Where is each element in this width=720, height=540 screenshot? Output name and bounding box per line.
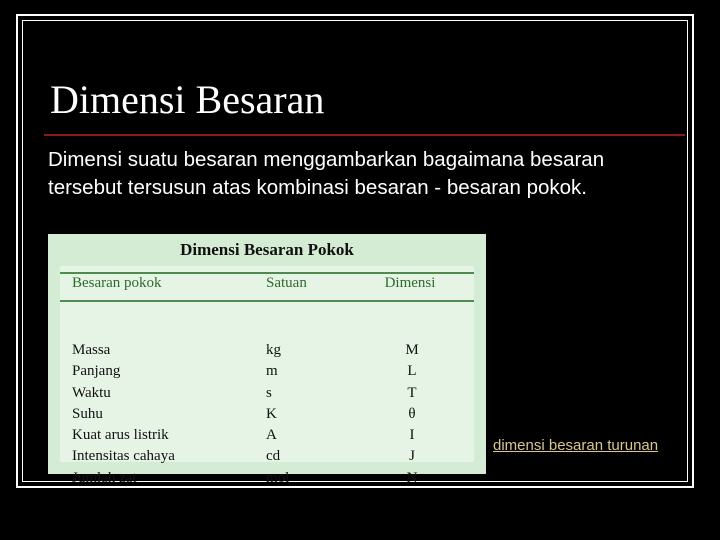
table-cell-besaran: Suhu (72, 405, 103, 422)
table-cell-dimensi: I (409, 427, 415, 444)
slide-body-text: Dimensi suatu besaran menggambarkan bagaimana besaran tersebut tersusun atas kombinasi besaran - besaran pokok. (48, 148, 605, 199)
table-cell-dimensi: L (407, 363, 417, 380)
dimensi-besaran-pokok-table-image (48, 234, 486, 486)
table-row (72, 340, 474, 361)
table-cell-besaran: Jumlah zat (72, 469, 137, 486)
table-row (72, 425, 474, 446)
title-divider (44, 134, 685, 136)
table-cell-satuan: A (266, 427, 277, 444)
table-cell-besaran: Intensitas cahaya (72, 448, 175, 465)
table-header-dimensi: Dimensi (384, 275, 436, 291)
table-cell-satuan: mol (266, 469, 290, 486)
slide-title: Dimensi Besaran (50, 77, 325, 122)
table-header-satuan: Satuan (266, 275, 307, 291)
table-cell-dimensi: T (407, 384, 417, 401)
table-cell-besaran: Panjang (72, 363, 121, 380)
table-row (72, 361, 474, 382)
table-header-besaran: Besaran pokok (72, 275, 162, 291)
table-panel (60, 266, 474, 486)
table-cell-satuan: cd (266, 448, 281, 465)
table-row (72, 383, 474, 404)
table-title: Dimensi Besaran Pokok (180, 240, 354, 259)
table-row (72, 446, 474, 467)
table-header-rule (60, 300, 474, 302)
table-top-rule (60, 272, 474, 274)
dimensi-besaran-turunan-link[interactable]: dimensi besaran turunan (493, 437, 659, 454)
table-row (72, 468, 474, 489)
table-cell-besaran: Massa (72, 342, 111, 358)
table-cell-satuan: K (266, 405, 277, 422)
table-cell-dimensi: M (405, 342, 419, 358)
table-cell-satuan: m (266, 363, 278, 380)
table-row (72, 404, 474, 425)
table-cell-besaran: Kuat arus listrik (72, 427, 169, 444)
table-body (72, 340, 474, 489)
table-cell-dimensi: θ (408, 405, 416, 422)
table-cell-dimensi: N (406, 469, 418, 486)
table-cell-dimensi: J (409, 448, 415, 465)
table-cell-satuan: kg (266, 342, 281, 358)
table-cell-satuan: s (266, 384, 272, 401)
table-cell-besaran: Waktu (72, 384, 111, 401)
